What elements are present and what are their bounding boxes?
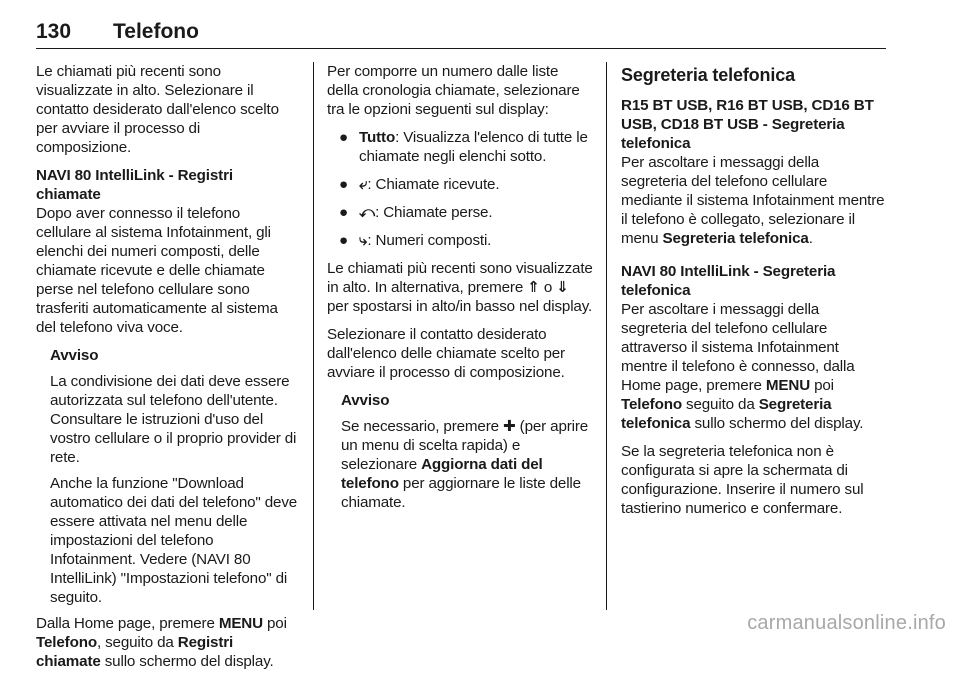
text: : Visualizza l'elenco di tutte le chiamate negli elenchi sotto. — [359, 129, 588, 165]
bullet-dot: ● — [339, 204, 349, 221]
paragraph: Se la segreteria telefonica non è configurata si apre la schermata di configurazione. Inserire il numero sul tastierino numerico e confermare. — [621, 443, 864, 517]
paragraph — [621, 153, 889, 248]
tutto-label: Tutto — [359, 129, 396, 146]
bullet-item — [339, 231, 593, 250]
note-title: Avviso — [50, 347, 99, 364]
text: sullo schermo del display. — [100, 653, 274, 670]
text: Se necessario, premere — [341, 418, 504, 435]
missed-call-icon: ⤺ — [359, 204, 376, 221]
bullet-item — [339, 203, 593, 222]
text: o — [539, 279, 557, 296]
text: poi — [810, 377, 834, 394]
text: (per aprire un menu di scelta rapida) e selezionare — [341, 418, 589, 473]
received-call-icon: ⤶ — [359, 176, 368, 193]
bullet-text — [359, 175, 499, 194]
bullet-text — [359, 128, 593, 166]
column-1 — [36, 62, 298, 680]
bullet-dot: ● — [339, 129, 349, 146]
scroll-down-icon: ⇓ — [556, 279, 569, 296]
text: . — [808, 230, 813, 247]
menu-label: MENU — [765, 377, 811, 394]
section-heading-r15: R15 BT USB, R16 BT USB, CD16 BT USB, CD18 BT USB - Segreteria telefonica — [621, 97, 874, 152]
section-heading-registri: NAVI 80 IntelliLink - Registri chiamate — [36, 167, 233, 203]
paragraph — [327, 259, 593, 316]
paragraph — [621, 300, 889, 433]
text: per aggiornare le liste delle chiamate. — [341, 475, 581, 511]
text: Per ascoltare i messaggi della segreteria del telefono cellulare attraverso il sistema Infotainment mentre il telefono è connesso, dalla Home page, premere — [621, 301, 855, 394]
scroll-up-icon: ⇑ — [527, 279, 540, 296]
text: Le chiamati più recenti sono visualizzate in alto. In alternativa, premere — [327, 260, 593, 296]
section-heading-navi80: NAVI 80 IntelliLink - Segreteria telefonica — [621, 263, 836, 299]
note-box — [50, 346, 298, 607]
text: : Chiamate ricevute. — [367, 176, 500, 193]
text: : Chiamate perse. — [375, 204, 493, 221]
telefono-label: Telefono — [621, 396, 682, 413]
paragraph: Dopo aver connesso il telefono cellulare al sistema Infotainment, gli elenchi dei numeri composti, delle chiamate ricevute e delle chiamate perse nel telefono cellulare sono trasferiti automaticamente al sistema del telefono viva voce. — [36, 205, 278, 336]
registri-label: Registri chiamate — [36, 634, 234, 670]
column-3 — [621, 62, 889, 527]
paragraph: Per comporre un numero dalle liste della cronologia chiamate, selezionare tra le opzioni seguenti sul display: — [327, 63, 580, 118]
dialed-call-icon: ⤷ — [359, 232, 368, 249]
note-text — [341, 417, 593, 512]
telefono-label: Telefono — [36, 634, 97, 651]
page-header — [36, 16, 886, 49]
segreteria-label: Segreteria telefonica — [621, 396, 832, 432]
paragraph: Le chiamati più recenti sono visualizzate in alto. Selezionare il contatto desiderato dall'elenco scelto per avviare il processo di composizione. — [36, 63, 279, 156]
bullet-dot: ● — [339, 176, 349, 193]
bullet-text — [359, 203, 492, 222]
bullet-text — [359, 231, 491, 250]
text: sullo schermo del display. — [690, 415, 864, 432]
text: : Numeri composti. — [367, 232, 492, 249]
text: per spostarsi in alto/in basso nel display. — [327, 298, 593, 315]
bullet-dot: ● — [339, 232, 349, 249]
note-text: Anche la funzione "Download automatico dei dati del telefono" deve essere attivata nel menu delle impostazioni del telefono Infotainment. Vedere (NAVI 80 IntelliLink) "Impostazioni telefono" di seguito. — [50, 475, 298, 606]
page-number: 130 — [36, 20, 72, 43]
segreteria-label: Segreteria telefonica — [662, 230, 809, 247]
aggiorna-label: Aggiorna dati del telefono — [341, 456, 543, 492]
plus-icon: ✚ — [503, 418, 516, 435]
section-title-segreteria: Segreteria telefonica — [621, 65, 795, 85]
bullet-item — [339, 128, 593, 166]
text: , seguito da — [96, 634, 178, 651]
column-divider-2 — [606, 62, 607, 610]
paragraph-instructions — [36, 614, 298, 671]
watermark: carmanualsonline.info — [747, 612, 946, 634]
text: Dalla Home page, premere — [36, 615, 219, 632]
column-divider-1 — [313, 62, 314, 610]
note-title: Avviso — [341, 392, 390, 409]
note-box — [341, 391, 593, 512]
text: Per ascoltare i messaggi della segreteria del telefono cellulare mediante il sistema Infotainment mentre il telefono è collegato, selezionare il menu — [621, 154, 885, 247]
paragraph: Selezionare il contatto desiderato dall'elenco delle chiamate scelto per avviare il processo di composizione. — [327, 326, 565, 381]
bullet-item — [339, 175, 593, 194]
text: seguito da — [681, 396, 759, 413]
note-text: La condivisione dei dati deve essere autorizzata sul telefono dell'utente. Consultare le istruzioni d'uso del vostro cellulare o il proprio provider di rete. — [50, 373, 297, 466]
page-title: Telefono — [113, 20, 199, 43]
column-2 — [327, 62, 593, 519]
menu-label: MENU — [218, 615, 263, 632]
text: poi — [262, 615, 287, 632]
